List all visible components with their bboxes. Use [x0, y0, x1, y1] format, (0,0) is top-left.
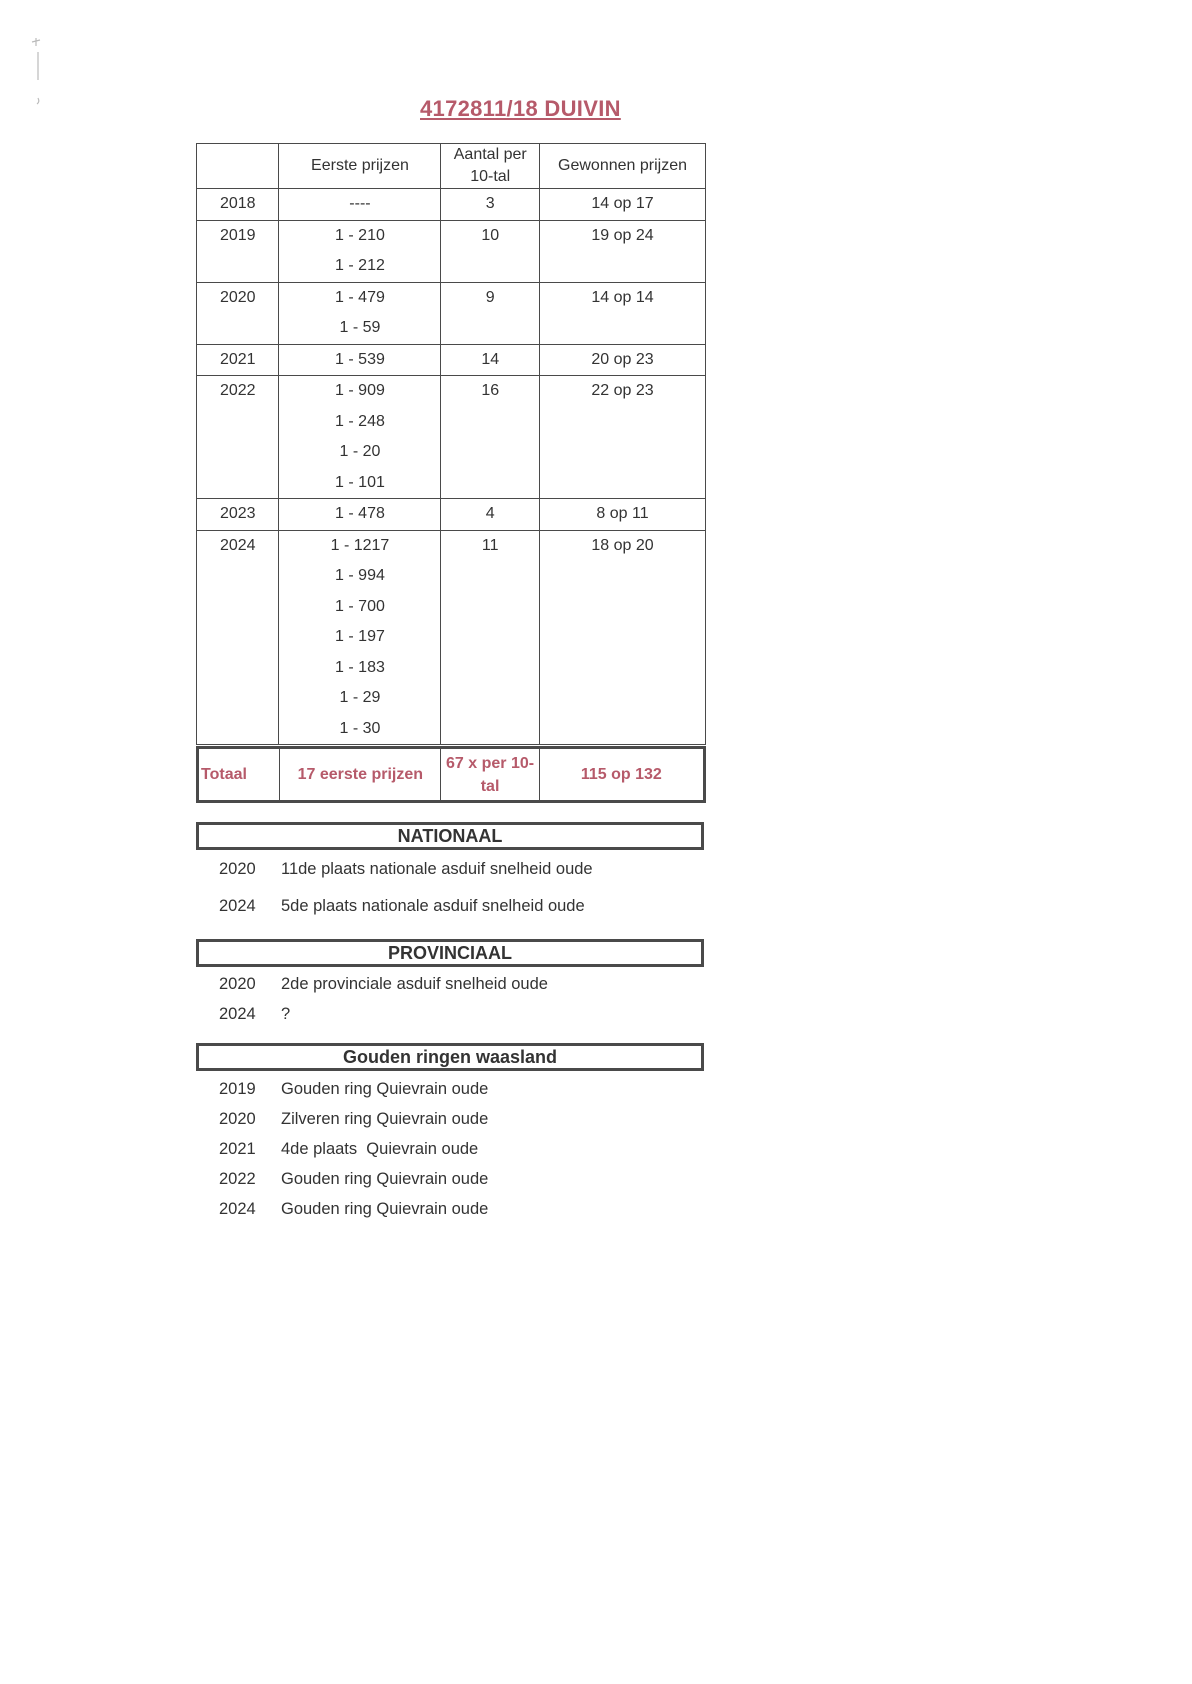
- entry-year: 2024: [219, 897, 256, 915]
- totals-label: Totaal: [198, 748, 280, 802]
- first-prizes-cell: [279, 499, 441, 531]
- entry-year: 2020: [219, 1110, 256, 1128]
- first-prizes-cell: [279, 220, 441, 282]
- year-cell: [197, 376, 279, 499]
- won-prizes-cell-text: 20 op 23: [591, 350, 654, 368]
- first-prizes-cell: [279, 530, 441, 745]
- gouden-ringen-heading: Gouden ringen waasland: [196, 1043, 704, 1071]
- first-prize-entry: 1 - 29: [339, 689, 381, 706]
- first-prizes-cell: [279, 282, 441, 344]
- totals-per-ten: 67 x per 10-tal: [441, 748, 539, 802]
- header-won-prizes: Gewonnen prijzen: [540, 144, 706, 189]
- year-cell-text: 2024: [219, 536, 256, 554]
- won-prizes-cell: [540, 220, 706, 282]
- provinciaal-entry: [219, 975, 548, 994]
- entry-text: Gouden ring Quievrain oude: [281, 1170, 489, 1188]
- year-cell: [197, 530, 279, 745]
- first-prize-entry: 1 - 59: [339, 319, 381, 336]
- entry-text: 5de plaats nationale asduif snelheid oude: [281, 897, 585, 915]
- nationaal-entry: [219, 860, 593, 879]
- first-prize-entry: 1 - 197: [335, 628, 385, 645]
- first-prize-entry: 1 - 539: [335, 350, 385, 368]
- totals-row: [198, 748, 705, 802]
- results-table: [196, 143, 706, 745]
- year-cell: [197, 499, 279, 531]
- entry-text: 2de provinciale asduif snelheid oude: [281, 975, 548, 993]
- results-header-row: [197, 144, 706, 189]
- entry-text: Zilveren ring Quievrain oude: [281, 1110, 489, 1128]
- entry-year: 2024: [219, 1005, 256, 1023]
- results-row: [197, 530, 706, 745]
- pen-scribble-mark: [28, 36, 48, 116]
- year-cell: [197, 344, 279, 376]
- entry-text: 11de plaats nationale asduif snelheid oude: [281, 860, 593, 878]
- per-ten-cell: [441, 189, 540, 221]
- first-prize-entry: 1 - 20: [339, 443, 381, 460]
- gouden-ringen-entry: [219, 1110, 488, 1129]
- nationaal-heading: NATIONAAL: [196, 822, 704, 850]
- won-prizes-cell-text: 14 op 17: [591, 195, 654, 212]
- totals-first-prizes: 17 eerste prijzen: [280, 748, 441, 802]
- won-prizes-cell-text: 18 op 20: [591, 536, 654, 554]
- first-prize-entry: ----: [349, 195, 371, 212]
- first-prize-entry: 1 - 1217: [330, 536, 390, 554]
- year-cell: [197, 189, 279, 221]
- first-prize-entry: 1 - 30: [339, 719, 381, 737]
- won-prizes-cell-text: 19 op 24: [591, 226, 654, 244]
- per-ten-cell-text: 11: [481, 536, 499, 554]
- year-cell: [197, 220, 279, 282]
- won-prizes-cell: [540, 282, 706, 344]
- year-cell-text: 2022: [219, 382, 256, 399]
- won-prizes-cell: [540, 376, 706, 499]
- entry-year: 2020: [219, 860, 256, 878]
- provinciaal-heading: PROVINCIAAL: [196, 939, 704, 967]
- first-prize-entry: 1 - 700: [335, 597, 385, 615]
- gouden-ringen-entry: [219, 1080, 488, 1099]
- per-ten-cell: [441, 344, 540, 376]
- first-prize-entry: 1 - 248: [335, 412, 385, 430]
- results-row: [197, 499, 706, 531]
- gouden-ringen-entry: [219, 1200, 488, 1219]
- header-year: [197, 144, 279, 189]
- won-prizes-cell: [540, 499, 706, 531]
- year-cell-text: 2023: [219, 505, 256, 522]
- won-prizes-cell: [540, 189, 706, 221]
- entry-text: Gouden ring Quievrain oude: [281, 1200, 489, 1218]
- entry-text: ?: [281, 1005, 291, 1023]
- totals-table: [196, 746, 706, 803]
- results-row: [197, 344, 706, 376]
- page-title: 4172811/18 DUIVIN: [420, 96, 621, 121]
- entry-year: 2022: [219, 1170, 256, 1188]
- first-prize-entry: 1 - 101: [335, 473, 385, 491]
- first-prize-entry: 1 - 210: [335, 226, 385, 244]
- per-ten-cell-text: 14: [481, 350, 500, 368]
- year-cell-text: 2021: [219, 350, 256, 368]
- won-prizes-cell-text: 22 op 23: [591, 382, 654, 399]
- results-row: [197, 189, 706, 221]
- won-prizes-cell: [540, 530, 706, 745]
- first-prize-entry: 1 - 909: [335, 382, 385, 399]
- per-ten-cell-text: 3: [485, 195, 495, 212]
- won-prizes-cell-text: 14 op 14: [591, 288, 654, 306]
- first-prize-entry: 1 - 479: [335, 288, 385, 306]
- per-ten-cell-text: 4: [485, 505, 495, 522]
- per-ten-cell: [441, 282, 540, 344]
- per-ten-cell: [441, 376, 540, 499]
- header-per-ten: Aantal per 10-tal: [441, 144, 540, 189]
- results-row: [197, 282, 706, 344]
- won-prizes-cell-text: 8 op 11: [596, 505, 649, 522]
- first-prize-entry: 1 - 183: [335, 658, 385, 676]
- results-body: [197, 189, 706, 745]
- entry-year: 2021: [219, 1140, 256, 1158]
- entry-text: 4de plaats Quievrain oude: [281, 1140, 479, 1158]
- first-prize-entry: 1 - 478: [335, 505, 385, 522]
- per-ten-cell: [441, 499, 540, 531]
- entry-year: 2020: [219, 975, 256, 993]
- year-cell-text: 2018: [219, 195, 256, 212]
- gouden-ringen-entry: [219, 1170, 488, 1189]
- per-ten-cell-text: 9: [485, 288, 495, 306]
- first-prizes-cell: [279, 344, 441, 376]
- entry-year: 2024: [219, 1200, 256, 1218]
- first-prizes-cell: [279, 189, 441, 221]
- won-prizes-cell: [540, 344, 706, 376]
- first-prize-entry: 1 - 212: [335, 257, 385, 274]
- first-prizes-cell: [279, 376, 441, 499]
- year-cell: [197, 282, 279, 344]
- results-row: [197, 376, 706, 499]
- results-row: [197, 220, 706, 282]
- year-cell-text: 2020: [219, 288, 256, 306]
- header-first-prizes: Eerste prijzen: [279, 144, 441, 189]
- first-prize-entry: 1 - 994: [335, 567, 385, 584]
- entry-year: 2019: [219, 1080, 256, 1098]
- provinciaal-entry: [219, 1005, 290, 1024]
- nationaal-entry: [219, 897, 585, 916]
- per-ten-cell: [441, 530, 540, 745]
- per-ten-cell: [441, 220, 540, 282]
- per-ten-cell-text: 10: [481, 226, 500, 244]
- per-ten-cell-text: 16: [481, 382, 500, 399]
- entry-text: Gouden ring Quievrain oude: [281, 1080, 489, 1098]
- totals-won: 115 op 132: [539, 748, 704, 802]
- gouden-ringen-entry: [219, 1140, 478, 1159]
- year-cell-text: 2019: [219, 226, 256, 244]
